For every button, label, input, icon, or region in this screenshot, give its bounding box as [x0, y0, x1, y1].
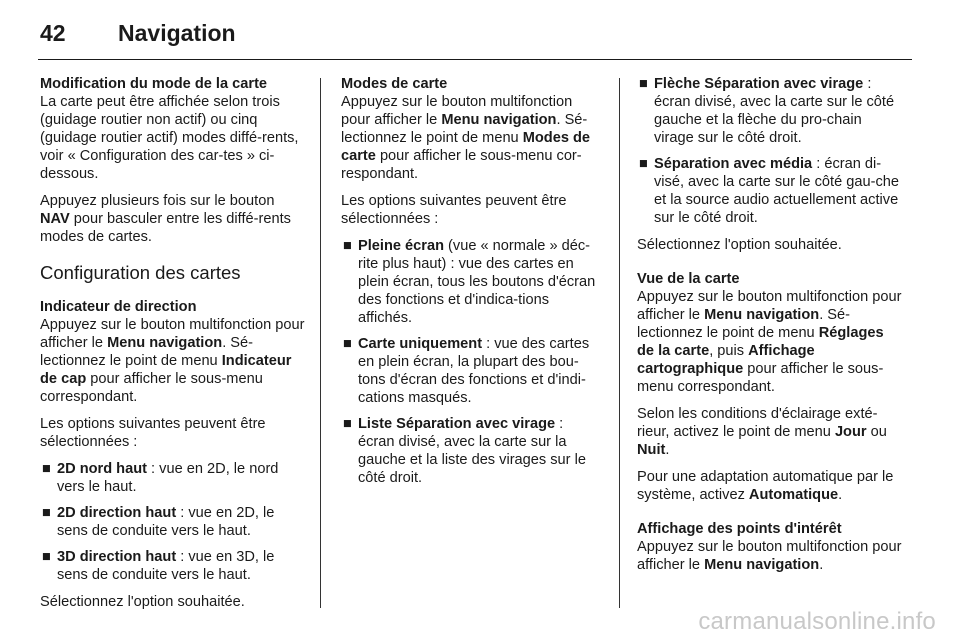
paragraph: Appuyez sur le bouton multifonction pour afficher le Menu navigation. Sé-lectionnez le point de menu Modes de carte pour afficher le sous-menu cor-respondant.: [341, 94, 591, 182]
paragraph: Selon les conditions d'éclairage exté-rieur, activez le point de menu Jour ou Nuit.: [637, 406, 887, 458]
option-list: [40, 460, 308, 584]
paragraph: Appuyez sur le bouton multifonction pour afficher le Menu navigation. Sé-lectionnez le point de menu Indicateur de cap pour afficher le sous-menu correspondant.: [40, 317, 305, 405]
paragraph: Sélectionnez l'option souhaitée.: [637, 237, 842, 253]
bullet-icon: ■: [42, 549, 51, 565]
list-item: ■ 3D direction haut : vue en 3D, le sens de conduite vers le haut.: [42, 549, 275, 583]
list-item: ■ Carte uniquement : vue des cartes en plein écran, la plupart des bou-tons d'écran des fonctions et d'indi-cations masqués.: [343, 336, 590, 406]
watermark: carmanualsonline.info: [698, 608, 936, 635]
bullet-icon: ■: [42, 505, 51, 521]
heading-map-mode: Modification du mode de la carte: [40, 76, 268, 92]
header-divider: [38, 59, 912, 60]
page-number: 42: [40, 20, 66, 46]
heading-map-view: Vue de la carte: [637, 271, 740, 287]
bullet-icon: ■: [343, 416, 352, 432]
page-header: [38, 16, 912, 60]
column-divider-1: [320, 78, 321, 608]
paragraph: Appuyez sur le bouton multifonction pour afficher le Menu navigation.: [637, 539, 902, 573]
bullet-icon: ■: [639, 76, 648, 92]
column-divider-2: [619, 78, 620, 608]
paragraph: Les options suivantes peuvent être sélectionnées :: [341, 193, 567, 227]
paragraph: Les options suivantes peuvent être sélectionnées :: [40, 416, 266, 450]
bullet-icon: ■: [639, 156, 648, 172]
paragraph: Appuyez sur le bouton multifonction pour afficher le Menu navigation. Sé-lectionnez le point de menu Réglages de la carte, puis Affichage cartographique pour afficher le sous-menu correspondant.: [637, 289, 902, 395]
list-item: ■ Pleine écran (vue « normale » déc-rite plus haut) : vue des cartes en plein écran, tous les boutons d'écran des fonctions et d'indica-tions affichés.: [343, 238, 596, 326]
page-title: Navigation: [118, 20, 236, 46]
list-item: ■ Flèche Séparation avec virage : écran divisé, avec la carte sur le côté gauche et la flèche du pro-chain virage sur le côté droit.: [639, 76, 895, 146]
heading-direction-indicator: Indicateur de direction: [40, 299, 197, 315]
list-item: ■ Liste Séparation avec virage : écran divisé, avec la carte sur la gauche et la liste des virages sur le côté droit.: [343, 416, 586, 486]
bullet-icon: ■: [42, 461, 51, 477]
list-item: ■ 2D direction haut : vue en 2D, le sens de conduite vers le haut.: [42, 505, 275, 539]
paragraph: Sélectionnez l'option souhaitée.: [40, 594, 245, 610]
column-1: [40, 75, 308, 620]
paragraph: Pour une adaptation automatique par le système, activez Automatique.: [637, 469, 894, 503]
heading-map-modes: Modes de carte: [341, 76, 448, 92]
heading-poi-display: Affichage des points d'intérêt: [637, 521, 842, 537]
paragraph: La carte peut être affichée selon trois (guidage routier non actif) ou cinq (guidage routier actif) modes diffé-rents, voir « Configuration des car-tes » ci-dessous.: [40, 94, 299, 182]
option-list: [637, 75, 902, 227]
list-item: ■ 2D nord haut : vue en 2D, le nord vers le haut.: [42, 461, 279, 495]
list-item: ■ Séparation avec média : écran di-visé, avec la carte sur le côté gau-che et la source audio actuellement active sur le côté droit.: [639, 156, 899, 226]
column-3: [637, 75, 902, 583]
column-2: [341, 75, 603, 496]
bullet-icon: ■: [343, 238, 352, 254]
paragraph: Appuyez plusieurs fois sur le bouton NAV pour basculer entre les diffé-rents modes de cartes.: [40, 193, 291, 245]
option-list: [341, 237, 603, 487]
section-heading-map-config: Configuration des cartes: [40, 262, 241, 283]
bullet-icon: ■: [343, 336, 352, 352]
